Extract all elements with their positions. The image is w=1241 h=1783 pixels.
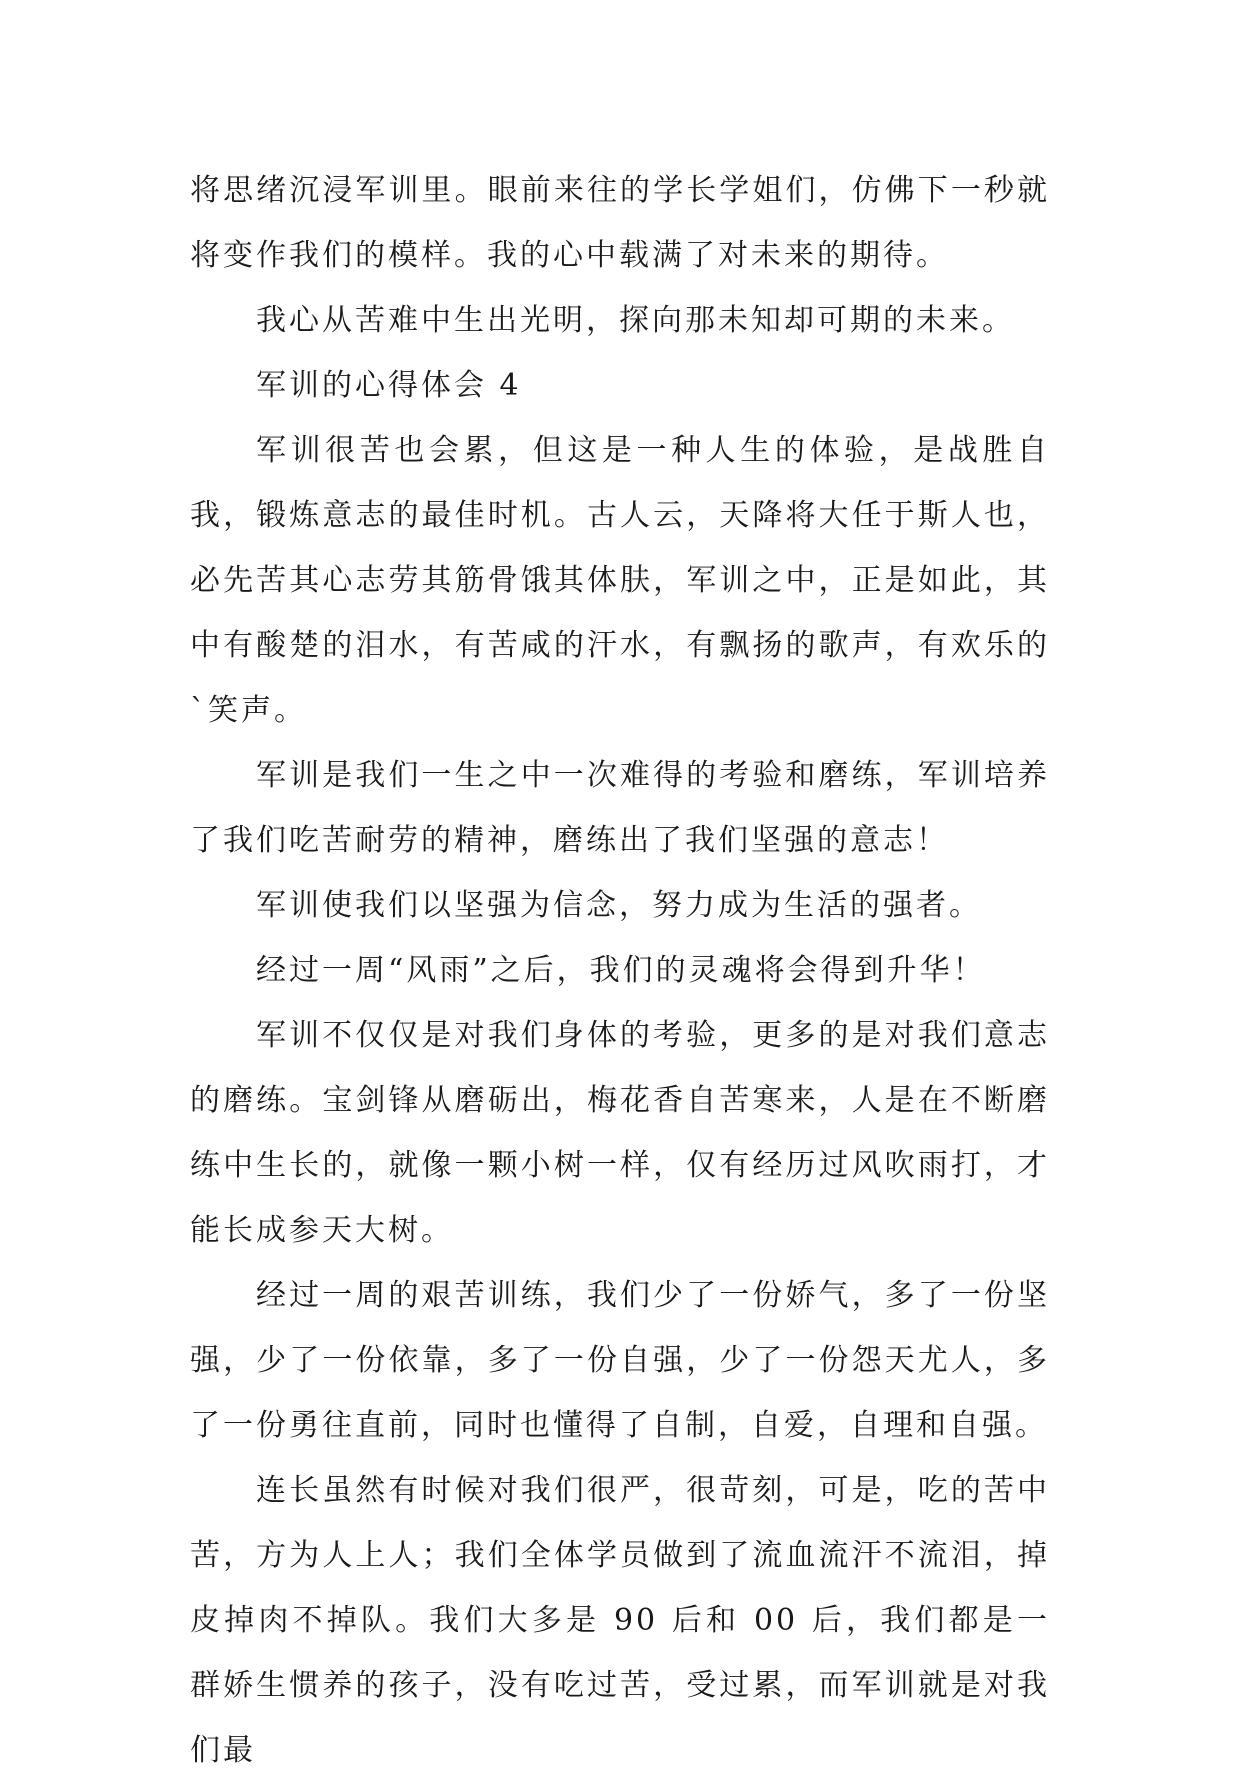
section-heading: 军训的心得体会 4	[256, 368, 522, 403]
paragraph: 连长虽然有时候对我们很严，很苛刻，可是，吃的苦中苦，方为人上人；我们全体学员做到了流血流汗不流泪，掉皮掉肉不掉队。我们大多是 90 后和 00 后，我们都是一群娇生惯养的孩子，没有吃过苦，受过累，而军训就是对我们最	[190, 1473, 1050, 1768]
paragraph: 军训是我们一生之中一次难得的考验和磨练，军训培养了我们吃苦耐劳的精神，磨练出了我们坚强的意志！	[190, 758, 1050, 858]
paragraph: 军训不仅仅是对我们身体的考验，更多的是对我们意志的磨练。宝剑锋从磨砺出，梅花香自苦寒来，人是在不断磨练中生长的，就像一颗小树一样，仅有经历过风吹雨打，才能长成参天大树。	[190, 1018, 1050, 1248]
paragraph: 将思绪沉浸军训里。眼前来往的学长学姐们，仿佛下一秒就将变作我们的模样。我的心中载满了对未来的期待。	[190, 173, 1050, 273]
paragraph: 军训使我们以坚强为信念，努力成为生活的强者。	[256, 888, 982, 923]
paragraph: 经过一周“风雨”之后，我们的灵魂将会得到升华！	[256, 953, 986, 988]
paragraph: 我心从苦难中生出光明，探向那未知却可期的未来。	[256, 303, 1015, 338]
document-body	[190, 158, 1050, 1783]
paragraph: 经过一周的艰苦训练，我们少了一份娇气，多了一份坚强，少了一份依靠，多了一份自强，少了一份怨天尤人，多了一份勇往直前，同时也懂得了自制，自爱，自理和自强。	[190, 1278, 1050, 1443]
paragraph: 军训很苦也会累，但这是一种人生的体验，是战胜自我，锻炼意志的最佳时机。古人云，天降将大任于斯人也，必先苦其心志劳其筋骨饿其体肤，军训之中，正是如此，其中有酸楚的泪水，有苦咸的汗水，有飘扬的歌声，有欢乐的`笑声。	[190, 433, 1050, 728]
